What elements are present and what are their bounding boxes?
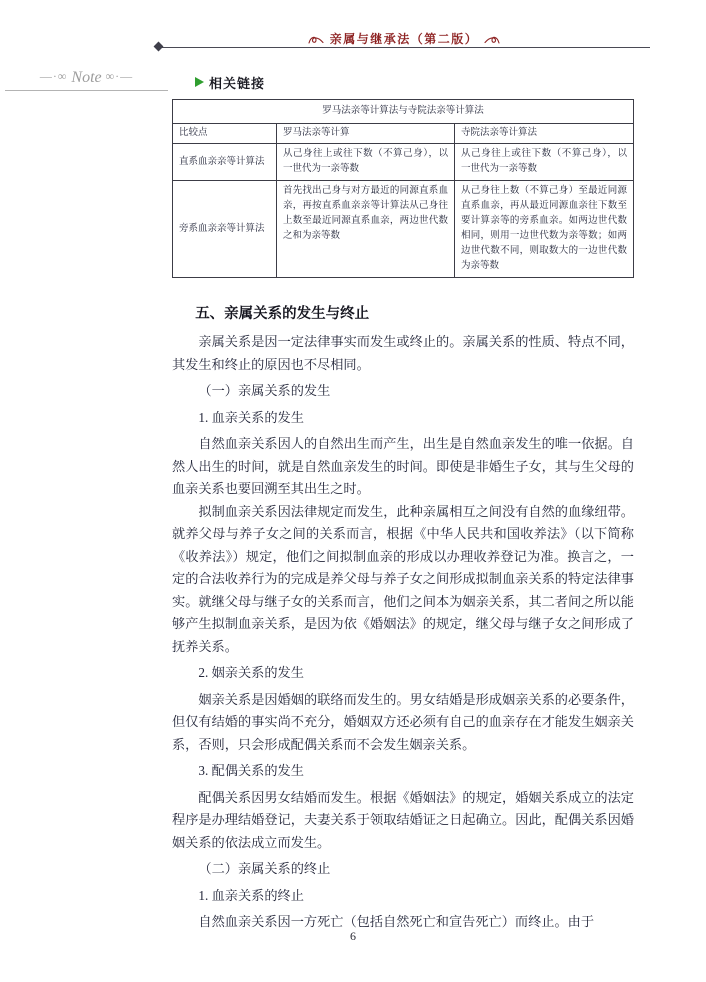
running-head — [158, 30, 650, 48]
body-paragraph: 自然血亲关系因人的自然出生而产生，出生是自然血亲发生的唯一依据。自然人出生的时间，就是自然血亲发生的时间。即使是非婚生子女，其与生父母的血亲关系也要回溯至其出生之时。 — [172, 436, 634, 496]
item-heading: 1. 血亲关系的发生 — [198, 409, 304, 425]
note-flourish-right: ∞·— — [105, 69, 134, 83]
note-flourish-left: —·∞ — [39, 69, 68, 83]
swirl-ornament-icon — [484, 34, 500, 46]
kinship-degree-comparison-table — [172, 99, 634, 278]
table-title-row — [173, 100, 634, 124]
related-links-label: 相关链接 — [209, 75, 266, 91]
section-heading: 五、亲属关系的发生与终止 — [195, 306, 370, 322]
item-heading: 1. 血亲关系的终止 — [198, 887, 304, 903]
subsection-heading: （二）亲属关系的终止 — [198, 861, 331, 876]
column-header-canon-law: 寺院法亲等计算法 — [455, 124, 634, 144]
book-title: 亲属与继承法（第二版） — [329, 32, 479, 46]
body-paragraph: 拟制血亲关系因法律规定而发生，此种亲属相互之间没有自然的血缘纽带。就养父母与养子女之间的关系而言，根据《中华人民共和国收养法》（以下简称《收养法》）规定，他们之间拟制血亲的形成以办理收养登记为准。换言之，一定的合法收养行为的完成是养父母与养子女之间形成拟制血亲关系的特定法律事实。就继父母与继子女的关系而言，他们之间本为姻亲关系，其二者间之所以能够产生拟制血亲关系，是因为依《婚姻法》的规定，继父母与继子女之间形成了抚养关系。 — [172, 503, 634, 654]
row-label-collateral-blood: 旁系血亲亲等计算法 — [173, 181, 277, 278]
table-cell-roman-direct: 从己身往上或往下数（不算己身），以一世代为一亲等数 — [277, 144, 455, 181]
note-label: Note — [71, 69, 102, 86]
table-cell-canon-direct: 从己身往上或往下数（不算己身），以一世代为一亲等数 — [455, 144, 634, 181]
item-heading: 2. 姻亲关系的发生 — [198, 665, 304, 680]
table-header-row — [173, 124, 634, 144]
table-title: 罗马法亲等计算法与寺院法亲等计算法 — [173, 100, 634, 124]
body-paragraph: 自然血亲关系因一方死亡（包括自然死亡和宣告死亡）而终止。由于 — [198, 914, 595, 929]
row-label-direct-blood: 直系血亲亲等计算法 — [173, 144, 277, 181]
subsection-heading: （一）亲属关系的发生 — [198, 383, 331, 398]
related-links-marker — [195, 74, 265, 90]
page-number: 6 — [350, 929, 356, 943]
body-paragraph: 配偶关系因男女结婚而发生。根据《婚姻法》的规定，婚姻关系成立的法定程序是办理结婚登记，夫妻关系于领取结婚证之日起确立。因此，配偶关系因婚姻关系的依法成立而发生。 — [172, 789, 634, 850]
swirl-ornament-icon — [308, 34, 324, 46]
table-cell-roman-collateral: 首先找出己身与对方最近的同源直系血亲，再按直系血亲亲等计算法从己身往上数至最近同源直系血亲，两边世代数之和为亲等数 — [277, 181, 455, 278]
green-arrow-icon — [195, 77, 204, 87]
body-paragraph: 亲属关系是因一定法律事实而发生或终止的。亲属关系的性质、特点不同，其发生和终止的原因也不尽相同。 — [172, 334, 634, 372]
column-header-roman-law: 罗马法亲等计算 — [277, 124, 455, 144]
main-text-column — [172, 302, 634, 934]
margin-note-ornament — [5, 68, 168, 91]
table-row — [173, 181, 634, 278]
column-header-comparison-point: 比较点 — [173, 124, 277, 144]
body-paragraph: 姻亲关系是因婚姻的联络而发生的。男女结婚是形成姻亲关系的必要条件，但仅有结婚的事实尚不充分，婚姻双方还必须有自己的血亲存在才能发生姻亲关系，否则，只会形成配偶关系而不会发生姻亲关系。 — [172, 691, 634, 752]
table-row — [173, 144, 634, 181]
item-heading: 3. 配偶关系的发生 — [198, 763, 304, 778]
table-cell-canon-collateral: 从己身往上数（不算己身）至最近同源直系血亲，再从最近同源血亲往下数至要计算亲等的旁系血亲。如两边世代数相同，则用一边世代数为亲等数；如两边世代数不同，则取数大的一边世代数为亲等数 — [455, 181, 634, 278]
